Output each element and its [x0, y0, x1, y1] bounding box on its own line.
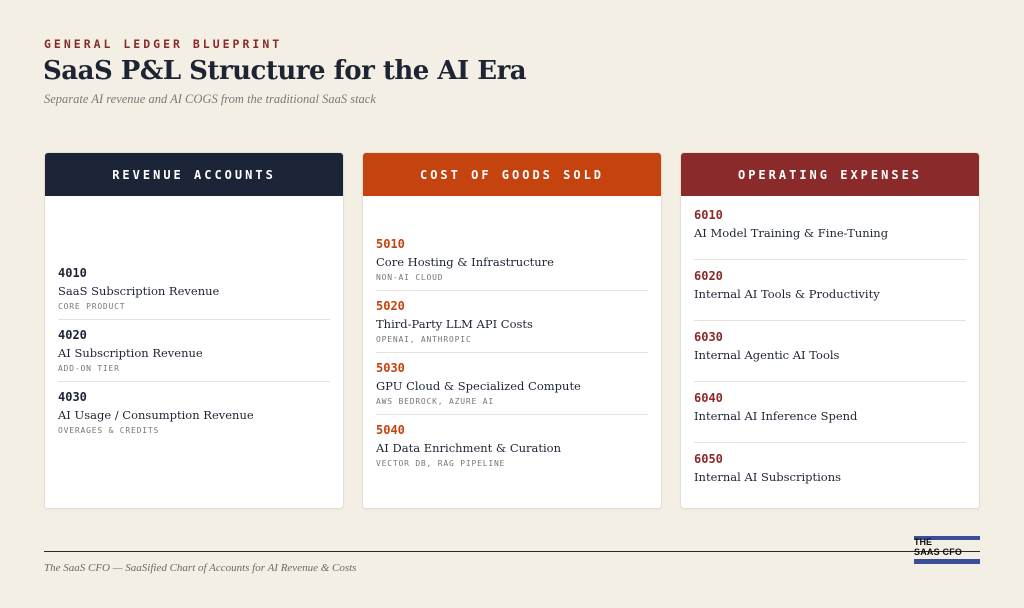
logo-bar-bottom — [914, 559, 980, 564]
account-row-6050 — [694, 443, 966, 503]
account-name: Third-Party LLM API Costs — [376, 317, 533, 331]
cogs-account-list — [376, 229, 648, 476]
account-row-6010 — [694, 199, 966, 260]
opex-accounts-card — [680, 152, 980, 509]
page-subtitle: Separate AI revenue and AI COGS from the traditional SaaS stack — [44, 92, 376, 106]
account-code: 6030 — [694, 330, 723, 344]
cogs-accounts-card — [362, 152, 662, 509]
account-row-5020 — [376, 291, 648, 353]
account-tag: AWS BEDROCK, AZURE AI — [376, 397, 494, 406]
account-tag: OVERAGES & CREDITS — [58, 426, 160, 435]
account-code: 5040 — [376, 423, 405, 437]
account-name: AI Usage / Consumption Revenue — [58, 408, 254, 422]
account-code: 5030 — [376, 361, 405, 375]
account-name: AI Model Training & Fine-Tuning — [694, 226, 889, 240]
footer-caption: The SaaS CFO — SaaSified Chart of Accounts for AI Revenue & Costs — [44, 562, 357, 574]
account-name: AI Subscription Revenue — [58, 346, 203, 360]
account-tag: NON-AI CLOUD — [376, 273, 444, 282]
account-code: 4020 — [58, 328, 87, 342]
account-row-5010 — [376, 229, 648, 291]
account-name: SaaS Subscription Revenue — [58, 284, 220, 298]
account-code: 4010 — [58, 266, 87, 280]
account-tag: ADD-ON TIER — [58, 364, 120, 373]
account-name: AI Data Enrichment & Curation — [376, 441, 562, 455]
account-code: 6010 — [694, 208, 723, 222]
revenue-account-list — [58, 258, 330, 443]
account-row-4020 — [58, 320, 330, 382]
account-tag: OPENAI, ANTHROPIC — [376, 335, 472, 344]
revenue-card-header: REVENUE ACCOUNTS — [45, 153, 343, 196]
account-row-5030 — [376, 353, 648, 415]
saas-cfo-logo — [914, 536, 980, 564]
account-code: 6040 — [694, 391, 723, 405]
revenue-accounts-card — [44, 152, 344, 509]
account-row-4010 — [58, 258, 330, 320]
logo-line-2: SAAS CFO — [914, 547, 963, 557]
account-row-4030 — [58, 382, 330, 443]
account-name: Internal AI Tools & Productivity — [694, 287, 880, 301]
account-name: Internal AI Inference Spend — [694, 409, 858, 423]
account-row-6030 — [694, 321, 966, 382]
eyebrow-label: GENERAL LEDGER BLUEPRINT — [44, 37, 283, 51]
logo-line-1: THE — [914, 537, 932, 547]
account-code: 4030 — [58, 390, 87, 404]
page-title: SaaS P&L Structure for the AI Era — [43, 56, 527, 86]
account-code: 5010 — [376, 237, 405, 251]
account-row-6020 — [694, 260, 966, 321]
account-name: Internal AI Subscriptions — [694, 470, 842, 484]
account-tag: VECTOR DB, RAG PIPELINE — [376, 459, 506, 468]
account-row-6040 — [694, 382, 966, 443]
opex-card-header: OPERATING EXPENSES — [681, 153, 979, 196]
account-code: 6050 — [694, 452, 723, 466]
footer-divider — [44, 551, 980, 552]
cogs-card-header: COST OF GOODS SOLD — [363, 153, 661, 196]
account-code: 5020 — [376, 299, 405, 313]
account-row-5040 — [376, 415, 648, 476]
account-name: Core Hosting & Infrastructure — [376, 255, 554, 269]
account-name: Internal Agentic AI Tools — [694, 348, 840, 362]
account-name: GPU Cloud & Specialized Compute — [376, 379, 581, 393]
account-tag: CORE PRODUCT — [58, 302, 126, 311]
opex-account-list — [694, 199, 966, 503]
account-code: 6020 — [694, 269, 723, 283]
